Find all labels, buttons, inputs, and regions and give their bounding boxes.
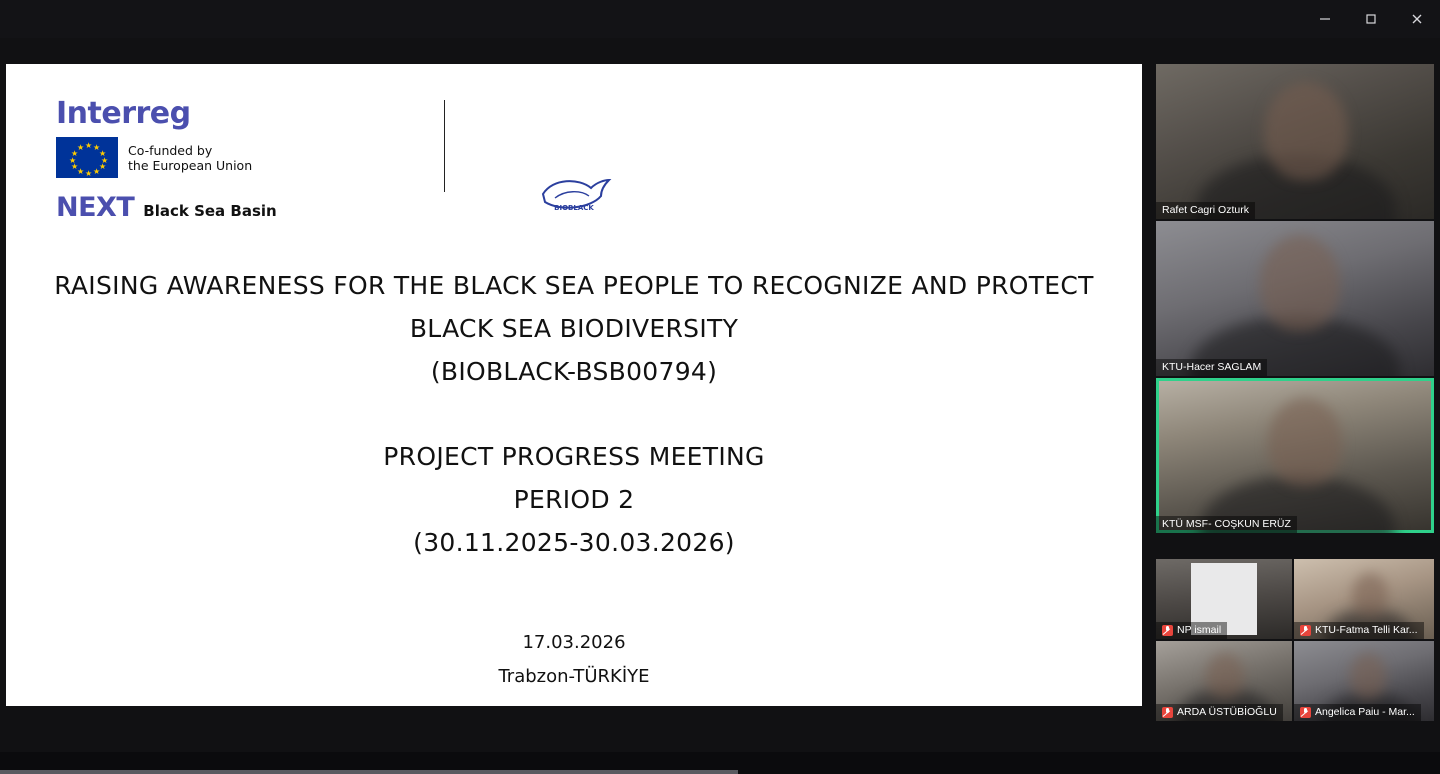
slide-meeting-line-2: PERIOD 2 [513,485,635,514]
participant-tile[interactable] [1156,641,1292,721]
slide-logo-row [56,96,613,223]
participant-tile[interactable] [1156,64,1434,219]
participant-name: Rafet Cagri Ozturk [1162,204,1249,216]
minimize-button[interactable] [1302,0,1348,38]
participant-tile[interactable] [1294,641,1434,721]
participant-name: NP ismail [1177,624,1222,636]
next-wordmark: NEXT [56,192,135,223]
mic-off-icon [1300,707,1311,718]
interreg-logo [56,96,396,223]
slide-footer-location: Trabzon-TÜRKİYE [498,666,650,687]
loading-progress-bar [0,770,738,774]
maximize-button[interactable] [1348,0,1394,38]
eu-funding-line-1: Co-funded by [128,142,213,158]
svg-text:BIOBLACK: BIOBLACK [554,204,594,212]
participant-name-badge [1156,516,1297,533]
eu-funding-line-2: the European Union [128,157,253,173]
bioblack-logo-icon [535,174,613,214]
participant-name-badge [1294,704,1421,721]
slide-title-line-1: RAISING AWARENESS FOR THE BLACK SEA PEOPLE TO RECOGNIZE AND PROTECT [54,271,1094,300]
participant-name-badge [1156,359,1267,376]
participant-name-badge [1294,622,1424,639]
participant-name: KTÜ MSF- COŞKUN ERÜZ [1162,518,1291,530]
participant-tile[interactable] [1156,221,1434,376]
interreg-wordmark: Interreg [56,96,191,131]
slide-meeting-line-1: PROJECT PROGRESS MEETING [383,442,765,471]
mic-off-icon [1162,625,1173,636]
window-titlebar [0,0,1440,38]
participant-tile[interactable] [1294,559,1434,639]
slide-footer-date: 17.03.2026 [522,632,626,653]
close-button[interactable] [1394,0,1440,38]
participant-name: Angelica Paiu - Mar... [1315,706,1415,718]
slide-title-line-3: (BIOBLACK-BSB00794) [430,357,718,386]
participant-name: ARDA ÜSTÜBİOĞLU [1177,706,1277,718]
participant-name: KTU-Fatma Telli Kar... [1315,624,1418,636]
participant-name-badge [1156,622,1227,639]
next-programme-label: Black Sea Basin [143,202,277,220]
participant-tile[interactable] [1156,559,1292,639]
participant-name-badge [1156,704,1283,721]
eu-flag-icon: ★ ★ ★ ★ ★ ★ ★ ★ ★ ★ ★ ★ [56,137,118,178]
participant-tile-active-speaker[interactable] [1156,378,1434,533]
mic-off-icon [1300,625,1311,636]
logo-divider [444,100,445,192]
shared-screen-slide[interactable] [6,64,1142,706]
mic-off-icon [1162,707,1173,718]
slide-text-block [6,264,1142,694]
participant-name: KTU-Hacer SAGLAM [1162,361,1262,373]
slide-meeting-line-3: (30.11.2025-30.03.2026) [413,528,735,557]
participant-name-badge [1156,202,1255,219]
participant-rail [1156,64,1434,724]
slide-title-line-2: BLACK SEA BIODIVERSITY [409,314,739,343]
